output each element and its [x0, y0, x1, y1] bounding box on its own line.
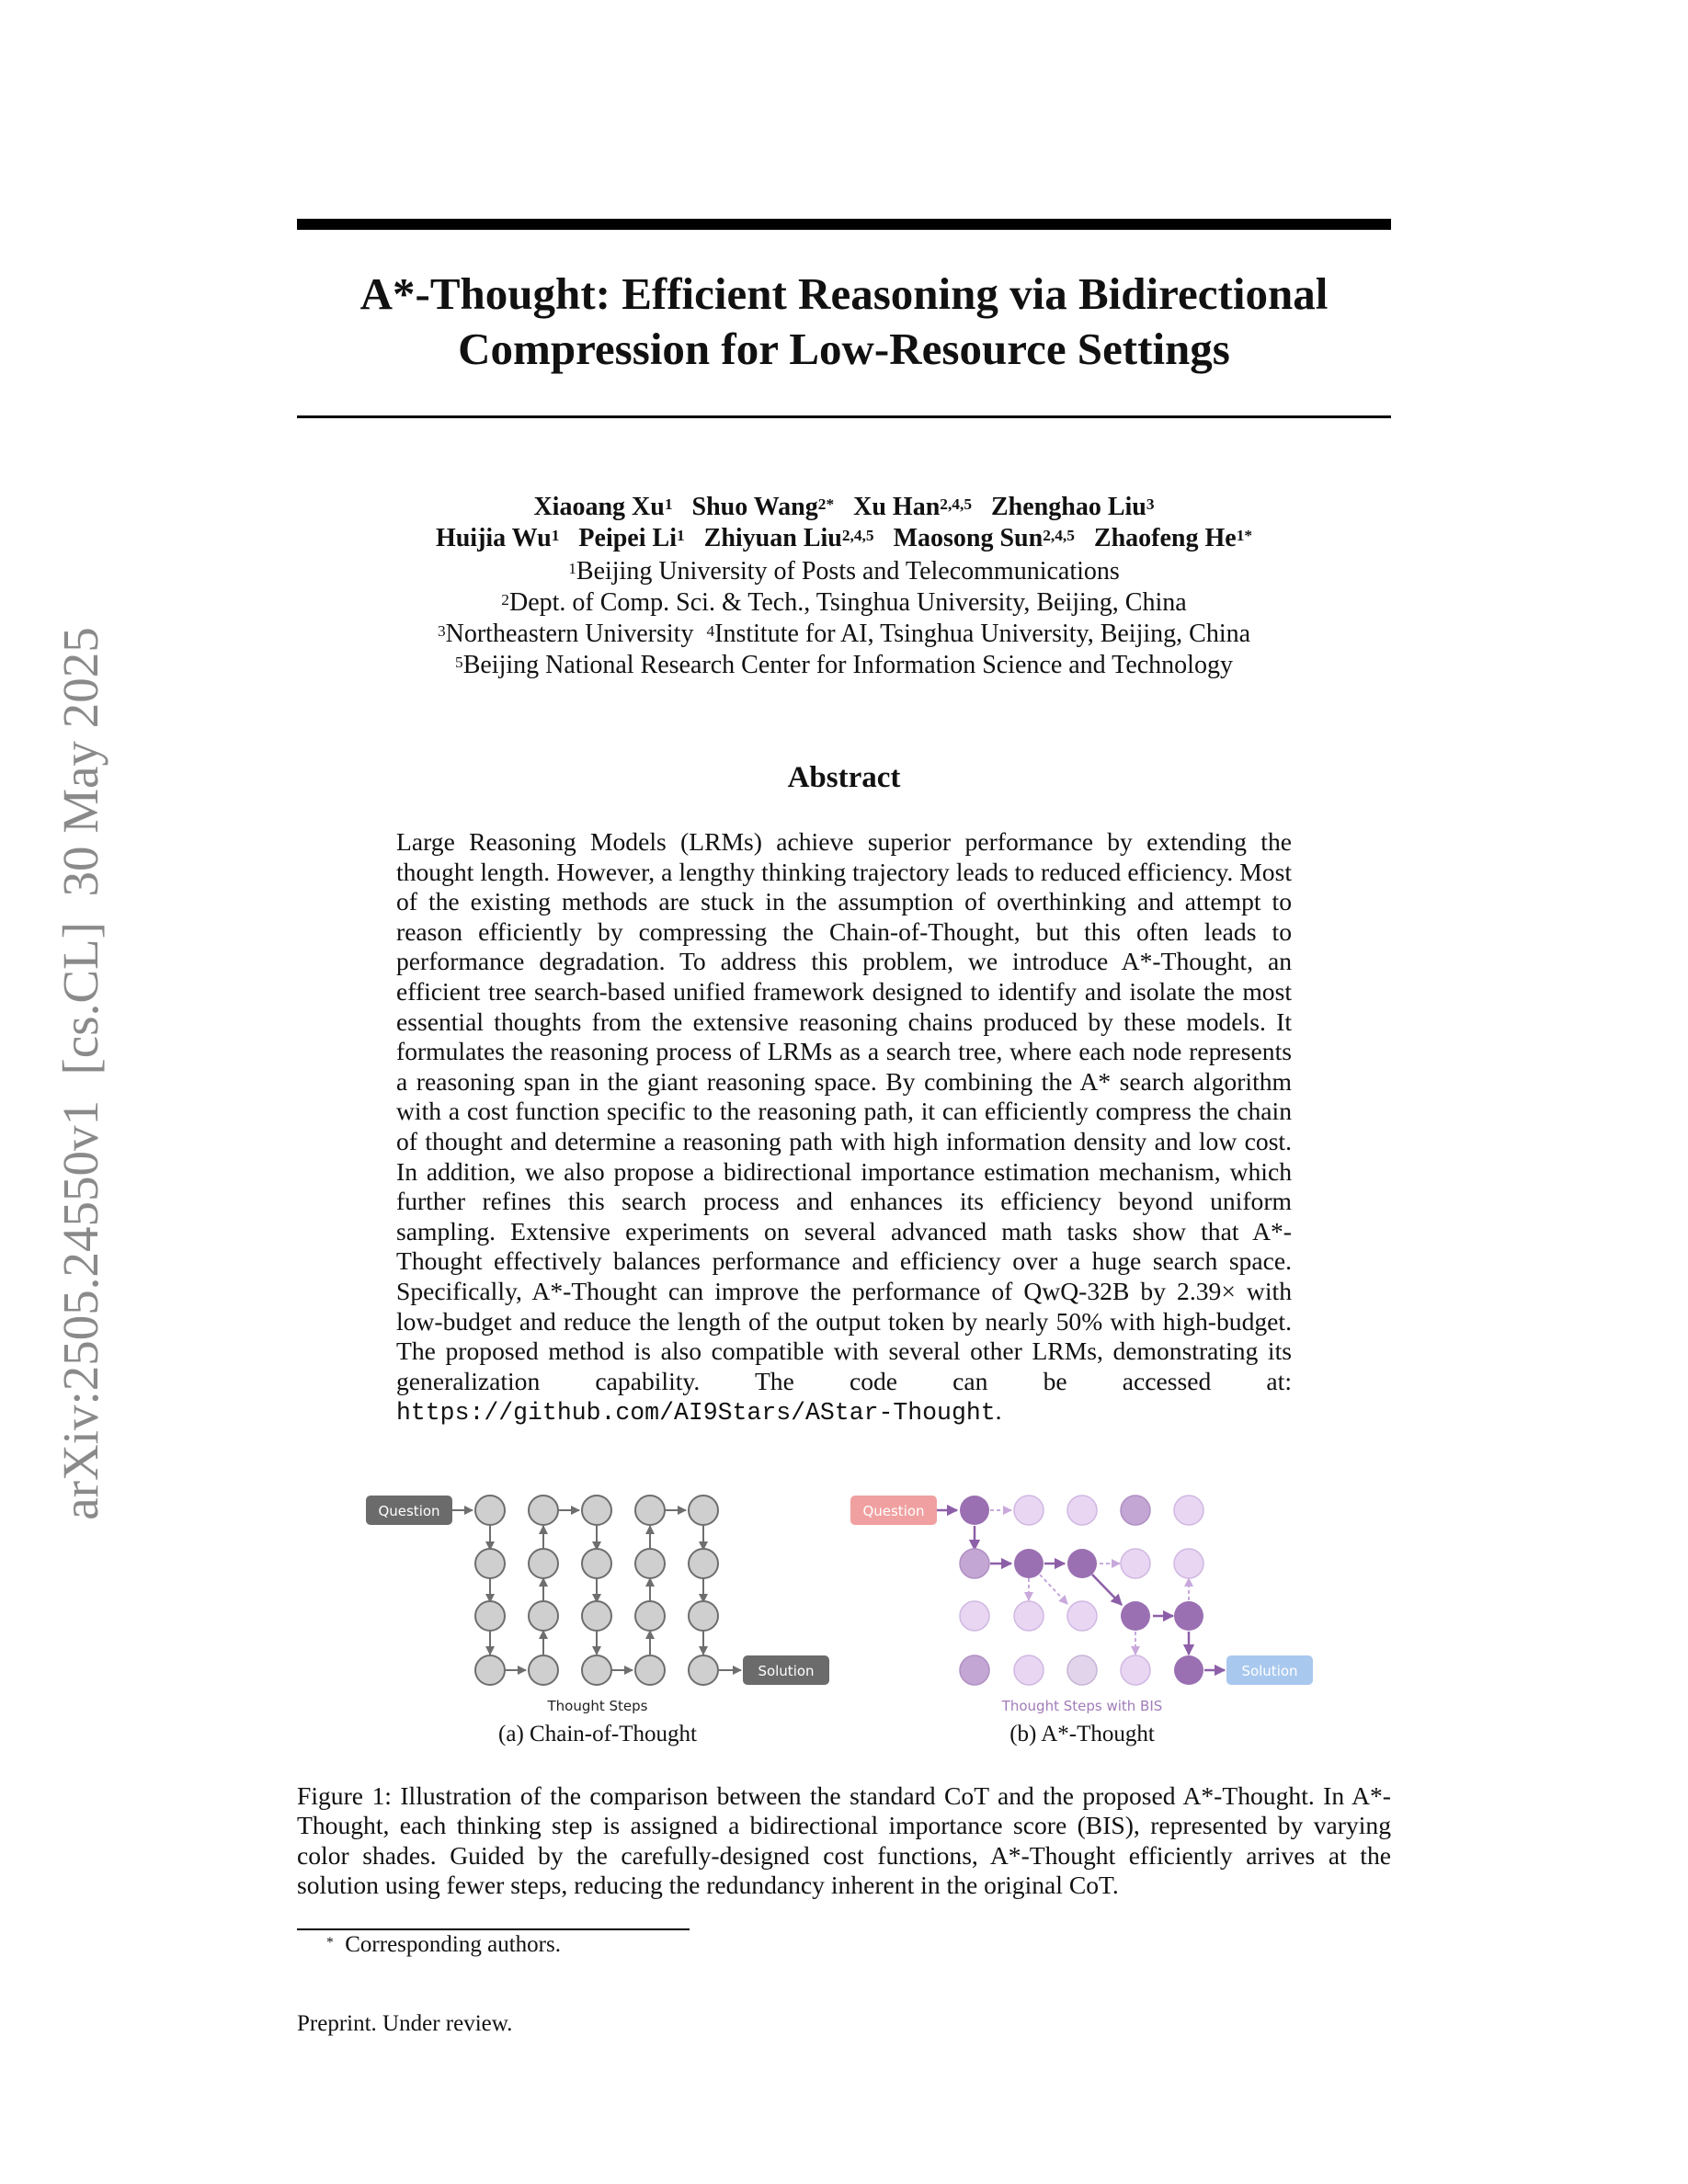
author-affiliation-mark: 2,4,5 — [841, 526, 874, 544]
affiliation-mark: 3 — [437, 621, 446, 640]
author-name: Huijia Wu — [435, 524, 552, 552]
affiliation-line — [297, 650, 1391, 681]
cot-node — [689, 1601, 718, 1631]
affiliation-mark: 1 — [568, 559, 576, 577]
astar-question-label: Question — [862, 1503, 925, 1519]
astar-node — [960, 1496, 989, 1525]
astar-node — [1174, 1496, 1203, 1525]
abstract-body: Large Reasoning Models (LRMs) achieve superior performance by extending the thought length. However, a lengthy thinking trajectory leads to reduced efficiency. Most of the existing methods are stuck in the assumption of overthinking and attempt to reason efficiently by compressing the Chain-of-Thought, but this often leads to performance degradation. To address this problem, we introduce A*-Thought, an efficient tree search-based unified framework designed to identify and isolate the most essential thoughts from the extensive reasoning chains produced by these models. It formulates the reasoning process of LRMs as a search tree, where each node represents a reasoning span in the giant reasoning space. By combining the A* search algorithm with a cost function specific to the reasoning path, it can efficiently compress the chain of thought and determine a reasoning path with high information density and low cost. In addition, we also propose a bidirectional importance estimation mechanism, which further refines this search process and enhances its efficiency beyond uniform sampling. Extensive experiments on several advanced math tasks show that A*-Thought effectively balances performance and efficiency over a huge search space. Specifically, A*-Thought can improve the performance of QwQ-32B by 2.39× with low-budget and reduce the length of the output token by nearly 50% with high-budget. The proposed method is also compatible with several other LRMs, demonstrating its generalization capability. The code can be accessed at: https://github.com/AI9Stars/AStar-Thought. — [396, 827, 1292, 1428]
cot-node — [475, 1655, 505, 1685]
astar-node — [1174, 1655, 1203, 1685]
astar-node — [960, 1601, 989, 1631]
subcaption-a: (a) Chain-of-Thought — [498, 1722, 697, 1746]
astar-node — [960, 1655, 989, 1685]
cot-node — [475, 1496, 505, 1525]
affiliation-text: Dept. of Comp. Sci. & Tech., Tsinghua University, Beijing, China — [508, 588, 1187, 617]
author-name: Xu Han — [853, 493, 941, 521]
astar-node — [1121, 1655, 1150, 1685]
author-list — [297, 492, 1391, 554]
cot-node — [529, 1601, 558, 1631]
author-affiliation-mark: 2* — [817, 495, 835, 513]
cot-node — [635, 1655, 665, 1685]
affiliation-text: Beijing National Research Center for Information Science and Technology — [462, 651, 1233, 679]
title-top-rule — [297, 219, 1391, 230]
author-affiliation-mark: 2,4,5 — [1043, 526, 1075, 544]
figure-caption: Figure 1: Illustration of the comparison between the standard CoT and the proposed A*-Thought. In A*-Thought, each thinking step is assigned a bidirectional importance score (BIS), represented by varying color shades. Guided by the carefully-designed cost functions, A*-Thought efficiently arrives at the solution using fewer steps, reducing the redundancy inherent in the original CoT. — [297, 1781, 1391, 1900]
astar-explored-edge — [1040, 1575, 1067, 1604]
cot-node — [475, 1549, 505, 1578]
author-affiliation-mark: 1 — [676, 526, 685, 544]
astar-node — [1067, 1601, 1097, 1631]
affiliation-line — [297, 587, 1391, 619]
cot-node — [689, 1549, 718, 1578]
footnote-mark: * — [326, 1934, 334, 1951]
paper-title — [297, 267, 1391, 377]
cot-diagram — [366, 1496, 829, 1714]
arxiv-identifier: arXiv:2505.24550v1 [cs.CL] 30 May 2025 — [52, 627, 108, 1520]
affiliation-list — [297, 556, 1391, 681]
author-name: Maosong Sun — [893, 524, 1044, 552]
affiliation-line — [297, 556, 1391, 587]
affiliation-text: Beijing University of Posts and Telecommunications — [576, 557, 1120, 586]
cot-node — [635, 1496, 665, 1525]
astar-node — [1121, 1496, 1150, 1525]
astar-path-edge — [1092, 1575, 1122, 1605]
astar-node — [1067, 1549, 1097, 1578]
astar-solution-label: Solution — [1241, 1663, 1298, 1679]
cot-node — [689, 1655, 718, 1685]
affiliation-text: Institute for AI, Tsinghua University, Beijing, China — [714, 620, 1251, 648]
code-link[interactable]: https://github.com/AI9Stars/AStar-Thought — [396, 1399, 996, 1428]
cot-node — [635, 1549, 665, 1578]
astar-axis-label: Thought Steps with BIS — [1001, 1698, 1163, 1714]
author-affiliation-mark: 1* — [1236, 526, 1253, 544]
cot-node — [582, 1549, 611, 1578]
astar-node — [1121, 1549, 1150, 1578]
author-name: Zhenghao Liu — [991, 493, 1146, 521]
affiliation-mark: 5 — [455, 653, 463, 671]
author-name: Xiaoang Xu — [533, 493, 665, 521]
affiliation-text: Northeastern University — [445, 620, 694, 648]
cot-node — [689, 1496, 718, 1525]
abstract-heading: Abstract — [787, 761, 901, 794]
author-affiliation-mark: 3 — [1146, 495, 1155, 513]
astar-node — [1067, 1496, 1097, 1525]
cot-node — [635, 1601, 665, 1631]
cot-node — [582, 1655, 611, 1685]
title-bottom-rule — [297, 415, 1391, 418]
author-affiliation-mark: 1 — [551, 526, 560, 544]
author-name: Peipei Li — [578, 524, 677, 552]
preprint-notice: Preprint. Under review. — [297, 2011, 513, 2036]
astar-node — [1014, 1601, 1044, 1631]
footnote-text: Corresponding authors. — [345, 1932, 561, 1957]
author-affiliation-mark: 1 — [664, 495, 673, 513]
author-affiliation-mark: 2,4,5 — [940, 495, 972, 513]
cot-node — [475, 1601, 505, 1631]
author-name: Zhiyuan Liu — [703, 524, 842, 552]
cot-node — [529, 1655, 558, 1685]
author-name: Shuo Wang — [691, 493, 818, 521]
cot-node — [582, 1601, 611, 1631]
cot-node — [582, 1496, 611, 1525]
astar-node — [1014, 1496, 1044, 1525]
astar-node — [1014, 1655, 1044, 1685]
cot-node — [529, 1496, 558, 1525]
abstract-text: Large Reasoning Models (LRMs) achieve superior performance by extending the thought length. However, a lengthy thinking trajectory leads to reduced efficiency. Most of the existing methods are stuck in the assumption of overthinking and attempt to reason efficiently by compressing the Chain-of-Thought, but this often leads to performance degradation. To address this problem, we introduce A*-Thought, an efficient tree search-based unified framework designed to identify and isolate the most essential thoughts from the extensive reasoning chains produced by these models. It formulates the reasoning process of LRMs as a search tree, where each node represents a reasoning span in the giant reasoning space. By combining the A* search algorithm with a cost function specific to the reasoning path, it can efficiently compress the chain of thought and determine a reasoning path with high information density and low cost. In addition, we also propose a bidirectional importance estimation mechanism, which further refines this search process and enhances its efficiency beyond uniform sampling. Extensive experiments on several advanced math tasks show that A*-Thought effectively balances performance and efficiency over a huge search space. Specifically, A*-Thought can improve the performance of QwQ-32B by 2.39× with low-budget and reduce the length of the output token by nearly 50% with high-budget. The proposed method is also compatible with several other LRMs, demonstrating its generalization capability. The code can be accessed at: — [396, 827, 1292, 1395]
astar-diagram — [850, 1496, 1313, 1714]
astar-node — [1174, 1601, 1203, 1631]
astar-node — [1121, 1601, 1150, 1631]
author-name: Zhaofeng He — [1093, 524, 1237, 552]
affiliation-mark: 4 — [706, 621, 715, 640]
author-line-1 — [297, 492, 1391, 523]
astar-nodes — [960, 1496, 1203, 1685]
footnote — [326, 1930, 561, 1960]
cot-axis-label: Thought Steps — [547, 1698, 648, 1714]
subcaption-b: (b) A*-Thought — [1009, 1722, 1155, 1746]
cot-solution-label: Solution — [758, 1663, 815, 1679]
affiliation-line — [297, 619, 1391, 650]
cot-node — [529, 1549, 558, 1578]
astar-node — [960, 1549, 989, 1578]
title-line-2: Compression for Low-Resource Settings — [458, 324, 1230, 374]
title-line-1: A*-Thought: Efficient Reasoning via Bidirectional — [359, 268, 1329, 319]
astar-node — [1067, 1655, 1097, 1685]
cot-question-label: Question — [378, 1503, 440, 1519]
affiliation-mark: 2 — [501, 590, 509, 609]
astar-node — [1174, 1549, 1203, 1578]
author-line-2 — [297, 523, 1391, 554]
astar-node — [1014, 1549, 1044, 1578]
